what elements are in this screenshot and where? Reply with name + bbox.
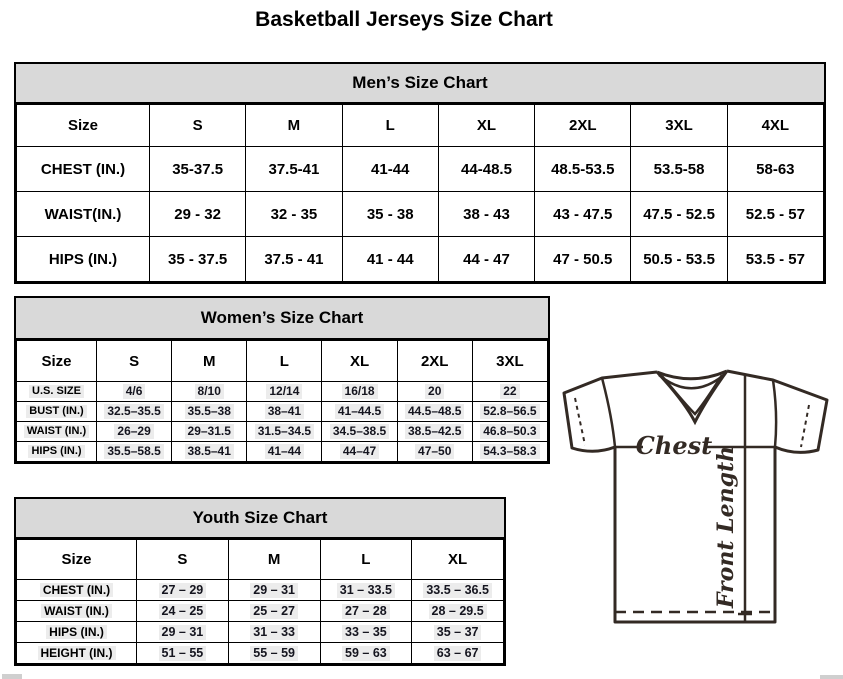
size-value-cell: 44.5–48.5 (397, 402, 472, 422)
size-column-header: XL (412, 540, 504, 580)
row-label: U.S. SIZE (17, 382, 97, 402)
table-row (17, 402, 548, 422)
mens-table-container (16, 104, 824, 282)
size-column-header: XL (438, 105, 534, 147)
right-cuff-dashed-line (801, 405, 809, 447)
women-size-table (16, 340, 548, 462)
size-value-cell: 35 - 38 (342, 192, 438, 237)
size-value-cell: 34.5–38.5 (322, 422, 397, 442)
mens-chart-title: Men’s Size Chart (352, 73, 488, 92)
womens-chart-title-bar (16, 298, 548, 340)
size-column-header: S (97, 341, 172, 382)
right-sleeve-seam (773, 380, 776, 447)
row-label: WAIST (IN.) (17, 422, 97, 442)
size-value-cell: 55 – 59 (228, 643, 320, 664)
size-column-header: XL (322, 341, 397, 382)
size-value-cell: 48.5-53.5 (535, 147, 631, 192)
table-row (17, 622, 504, 643)
collar-back-curve (657, 371, 727, 379)
size-value-cell: 33.5 – 36.5 (412, 580, 504, 601)
youth-size-chart (14, 497, 506, 666)
row-label: BUST (IN.) (17, 402, 97, 422)
womens-chart-title: Women’s Size Chart (200, 308, 364, 327)
size-value-cell: 27 – 28 (320, 601, 412, 622)
front-length-label: Front Length (713, 445, 739, 609)
size-value-cell: 16/18 (322, 382, 397, 402)
size-column-header: Size (17, 341, 97, 382)
size-column-header: S (137, 540, 229, 580)
row-label: CHEST (IN.) (17, 147, 150, 192)
left-sleeve-seam (602, 378, 615, 447)
size-value-cell: 46.8–50.3 (472, 422, 547, 442)
size-column-header: 4XL (727, 105, 823, 147)
size-value-cell: 41–44 (247, 442, 322, 462)
size-column-header: 2XL (397, 341, 472, 382)
size-value-cell: 25 – 27 (228, 601, 320, 622)
size-value-cell: 47 - 50.5 (535, 237, 631, 282)
size-value-cell: 29 – 31 (228, 580, 320, 601)
size-value-cell: 50.5 - 53.5 (631, 237, 727, 282)
size-value-cell: 35 – 37 (412, 622, 504, 643)
size-value-cell: 38.5–42.5 (397, 422, 472, 442)
size-column-header: M (228, 540, 320, 580)
size-value-cell: 28 – 29.5 (412, 601, 504, 622)
womens-table-container (16, 340, 548, 462)
size-value-cell: 31.5–34.5 (247, 422, 322, 442)
size-value-cell: 54.3–58.3 (472, 442, 547, 462)
size-column-header: Size (17, 540, 137, 580)
size-value-cell: 41 - 44 (342, 237, 438, 282)
table-row (17, 237, 824, 282)
size-value-cell: 33 – 35 (320, 622, 412, 643)
size-column-header: S (150, 105, 246, 147)
size-column-header: L (320, 540, 412, 580)
bottom-left-artifact (2, 674, 22, 679)
bottom-right-artifact (820, 675, 843, 679)
row-label: HIPS (IN.) (17, 237, 150, 282)
size-value-cell: 37.5 - 41 (246, 237, 342, 282)
row-label: WAIST (IN.) (17, 601, 137, 622)
size-value-cell: 31 – 33 (228, 622, 320, 643)
size-value-cell: 44-48.5 (438, 147, 534, 192)
size-column-header: M (172, 341, 247, 382)
vneck-inner (662, 375, 722, 414)
youth-size-table (16, 539, 504, 664)
size-value-cell: 41-44 (342, 147, 438, 192)
size-column-header: M (246, 105, 342, 147)
size-value-cell: 31 – 33.5 (320, 580, 412, 601)
size-value-cell: 41–44.5 (322, 402, 397, 422)
table-row (17, 147, 824, 192)
table-row (17, 442, 548, 462)
size-value-cell: 51 – 55 (137, 643, 229, 664)
size-value-cell: 52.5 - 57 (727, 192, 823, 237)
size-column-header: 3XL (631, 105, 727, 147)
size-column-header: L (247, 341, 322, 382)
size-value-cell: 59 – 63 (320, 643, 412, 664)
page-title: Basketball Jerseys Size Chart (255, 8, 553, 31)
size-value-cell: 35.5–58.5 (97, 442, 172, 462)
size-column-header: Size (17, 105, 150, 147)
size-value-cell: 44 - 47 (438, 237, 534, 282)
youth-table-container (16, 539, 504, 664)
chest-label: Chest (635, 431, 713, 460)
table-row (17, 422, 548, 442)
row-label: HIPS (IN.) (17, 622, 137, 643)
size-value-cell: 44–47 (322, 442, 397, 462)
mens-chart-title-bar (16, 64, 824, 104)
size-value-cell: 52.8–56.5 (472, 402, 547, 422)
size-value-cell: 24 – 25 (137, 601, 229, 622)
size-value-cell: 4/6 (97, 382, 172, 402)
womens-size-chart (14, 296, 550, 464)
size-value-cell: 22 (472, 382, 547, 402)
table-row (17, 601, 504, 622)
size-value-cell: 27 – 29 (137, 580, 229, 601)
size-value-cell: 26–29 (97, 422, 172, 442)
size-column-header: 3XL (472, 341, 547, 382)
size-value-cell: 53.5-58 (631, 147, 727, 192)
size-value-cell: 63 – 67 (412, 643, 504, 664)
table-row (17, 643, 504, 664)
size-value-cell: 38 - 43 (438, 192, 534, 237)
youth-chart-title: Youth Size Chart (192, 508, 328, 527)
size-value-cell: 8/10 (172, 382, 247, 402)
table-row (17, 580, 504, 601)
jersey-outline (564, 371, 827, 622)
row-label: WAIST(IN.) (17, 192, 150, 237)
mens-size-chart (14, 62, 826, 284)
size-value-cell: 20 (397, 382, 472, 402)
table-row (17, 192, 824, 237)
men-size-table (16, 104, 824, 282)
row-label: HIPS (IN.) (17, 442, 97, 462)
size-value-cell: 37.5-41 (246, 147, 342, 192)
size-value-cell: 47–50 (397, 442, 472, 462)
size-value-cell: 38.5–41 (172, 442, 247, 462)
size-value-cell: 12/14 (247, 382, 322, 402)
size-value-cell: 29–31.5 (172, 422, 247, 442)
size-value-cell: 29 - 32 (150, 192, 246, 237)
size-value-cell: 35-37.5 (150, 147, 246, 192)
size-value-cell: 35.5–38 (172, 402, 247, 422)
left-cuff-dashed-line (575, 398, 585, 445)
jersey-measurement-diagram (552, 352, 843, 674)
table-row (17, 382, 548, 402)
size-value-cell: 35 - 37.5 (150, 237, 246, 282)
youth-chart-title-bar (16, 499, 504, 539)
size-value-cell: 47.5 - 52.5 (631, 192, 727, 237)
size-value-cell: 29 – 31 (137, 622, 229, 643)
size-value-cell: 58-63 (727, 147, 823, 192)
size-value-cell: 43 - 47.5 (535, 192, 631, 237)
size-value-cell: 53.5 - 57 (727, 237, 823, 282)
size-value-cell: 38–41 (247, 402, 322, 422)
row-label: HEIGHT (IN.) (17, 643, 137, 664)
row-label: CHEST (IN.) (17, 580, 137, 601)
size-value-cell: 32 - 35 (246, 192, 342, 237)
size-column-header: L (342, 105, 438, 147)
size-column-header: 2XL (535, 105, 631, 147)
size-value-cell: 32.5–35.5 (97, 402, 172, 422)
